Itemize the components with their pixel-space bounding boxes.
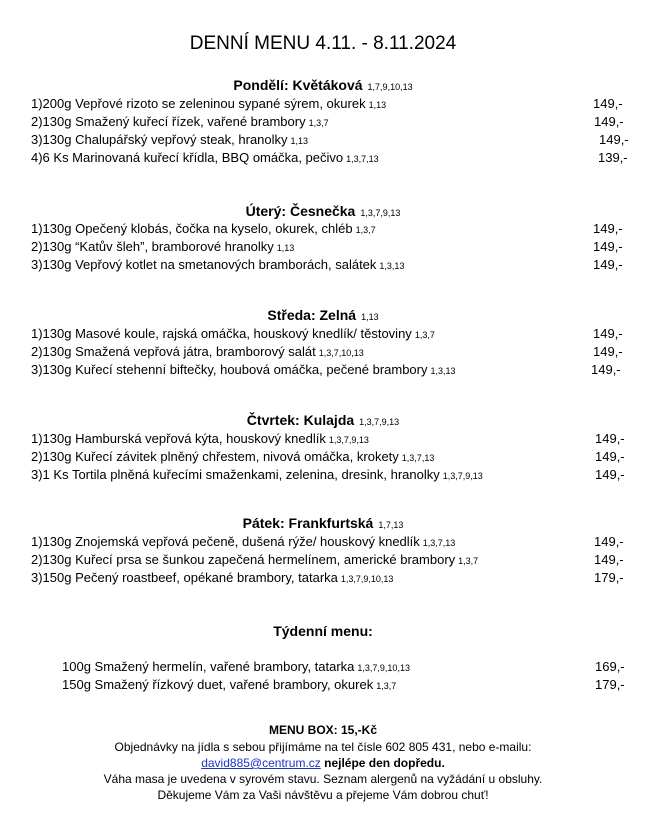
- weekly-item: 150g Smažený řízkový duet, vařené brambory, okurek 1,3,7: [62, 677, 397, 692]
- menu-item: 1)200g Vepřové rizoto se zeleninou sypané sýrem, okurek 1,13: [31, 96, 387, 111]
- menu-item: 1)130g Hamburská vepřová kýta, houskový knedlík 1,3,7,9,13: [31, 431, 369, 446]
- menu-item: 2)130g Kuřecí závitek plněný chřestem, nivová omáčka, krokety 1,3,7,13: [31, 449, 435, 464]
- soup-allergens: 1,7,13: [378, 520, 404, 530]
- day-name: Pátek: Frankfurtská: [242, 515, 374, 531]
- menu-item: 3)150g Pečený roastbeef, opékané brambory, tatarka 1,3,7,9,10,13: [31, 570, 394, 585]
- menu-item-price: 149,-: [593, 257, 623, 272]
- menu-item-price: 149,-: [594, 552, 624, 567]
- menu-item-price: 149,-: [595, 431, 625, 446]
- menu-item-price: 149,-: [594, 534, 624, 549]
- menu-item-price: 149,-: [593, 96, 623, 111]
- day-heading-friday: [0, 515, 646, 531]
- weekly-menu-heading: Týdenní menu:: [273, 623, 373, 639]
- menu-item: 2)130g Kuřecí prsa se šunkou zapečená hermelínem, americké brambory 1,3,7: [31, 552, 479, 567]
- menu-item: 4)6 Ks Marinovaná kuřecí křídla, BBQ omáčka, pečivo 1,3,7,13: [31, 150, 379, 165]
- soup-allergens: 1,7,9,10,13: [367, 82, 413, 92]
- weekly-item: 100g Smažený hermelín, vařené brambory, tatarka 1,3,7,9,10,13: [62, 659, 410, 674]
- menu-item-price: 149,-: [595, 449, 625, 464]
- soup-allergens: 1,3,7,9,13: [359, 417, 400, 427]
- menu-item: 1)130g Masové koule, rajská omáčka, houskový knedlík/ těstoviny 1,3,7: [31, 326, 435, 341]
- email-suffix: nejlépe den dopředu.: [320, 756, 445, 770]
- day-heading-thursday: [0, 412, 646, 428]
- menu-item: 1)130g Opečený klobás, čočka na kyselo, okurek, chléb 1,3,7: [31, 221, 376, 236]
- menu-item: 2)130g Smažený kuřecí řízek, vařené brambory 1,3,7: [31, 114, 329, 129]
- menu-item-price: 149,-: [593, 326, 623, 341]
- day-name: Pondělí: Květáková: [233, 77, 363, 93]
- menu-item: 3)1 Ks Tortila plněná kuřecími smaženkami, zelenina, dresink, hranolky 1,3,7,9,13: [31, 467, 483, 482]
- day-name: Středa: Zelná: [267, 307, 357, 323]
- menu-item-price: 149,-: [593, 344, 623, 359]
- page-title: DENNÍ MENU 4.11. - 8.11.2024: [189, 33, 457, 54]
- day-name: Úterý: Česnečka: [245, 203, 356, 219]
- menu-item: 3)130g Kuřecí stehenní biftečky, houbová omáčka, pečené brambory 1,3,13: [31, 362, 456, 377]
- order-info: Objednávky na jídla s sebou přijímáme na tel čísle 602 805 431, nebo e-mailu:: [114, 740, 532, 754]
- thanks-note: Děkujeme Vám za Vaši návštěvu a přejeme Vám dobrou chuť!: [157, 788, 489, 802]
- day-heading-tuesday: [0, 203, 646, 219]
- menu-item: 2)130g “Katův šleh”, bramborové hranolky 1,13: [31, 239, 295, 254]
- soup-allergens: 1,3,7,9,13: [360, 208, 401, 218]
- weekly-item-price: 169,-: [595, 659, 625, 674]
- soup-allergens: 1,13: [361, 312, 379, 322]
- weight-note: Váha masa je uvedena v syrovém stavu. Seznam alergenů na vyžádání u obsluhy.: [103, 772, 543, 786]
- weekly-item-price: 179,-: [595, 677, 625, 692]
- menu-item: 1)130g Znojemská vepřová pečeně, dušená rýže/ houskový knedlík 1,3,7,13: [31, 534, 456, 549]
- menu-item-price: 149,-: [594, 114, 624, 129]
- menu-item: 3)130g Vepřový kotlet na smetanových bramborách, salátek 1,3,13: [31, 257, 405, 272]
- menu-item-price: 149,-: [591, 362, 621, 377]
- menu-item: 2)130g Smažená vepřová játra, bramborový salát 1,3,7,10,13: [31, 344, 364, 359]
- day-heading-monday: [0, 77, 646, 93]
- email-link[interactable]: david885@centrum.cz: [201, 756, 321, 770]
- menu-item-price: 149,-: [595, 467, 625, 482]
- menu-item-price: 149,-: [599, 132, 629, 147]
- menu-box-note: MENU BOX: 15,-Kč: [268, 723, 378, 737]
- day-name: Čtvrtek: Kulajda: [246, 412, 355, 428]
- day-heading-wednesday: [0, 307, 646, 323]
- menu-item-price: 149,-: [593, 221, 623, 236]
- menu-item-price: 149,-: [593, 239, 623, 254]
- menu-item-price: 139,-: [598, 150, 628, 165]
- menu-item: 3)130g Chalupářský vepřový steak, hranolky 1,13: [31, 132, 309, 147]
- email-line: [0, 756, 646, 770]
- menu-item-price: 179,-: [594, 570, 624, 585]
